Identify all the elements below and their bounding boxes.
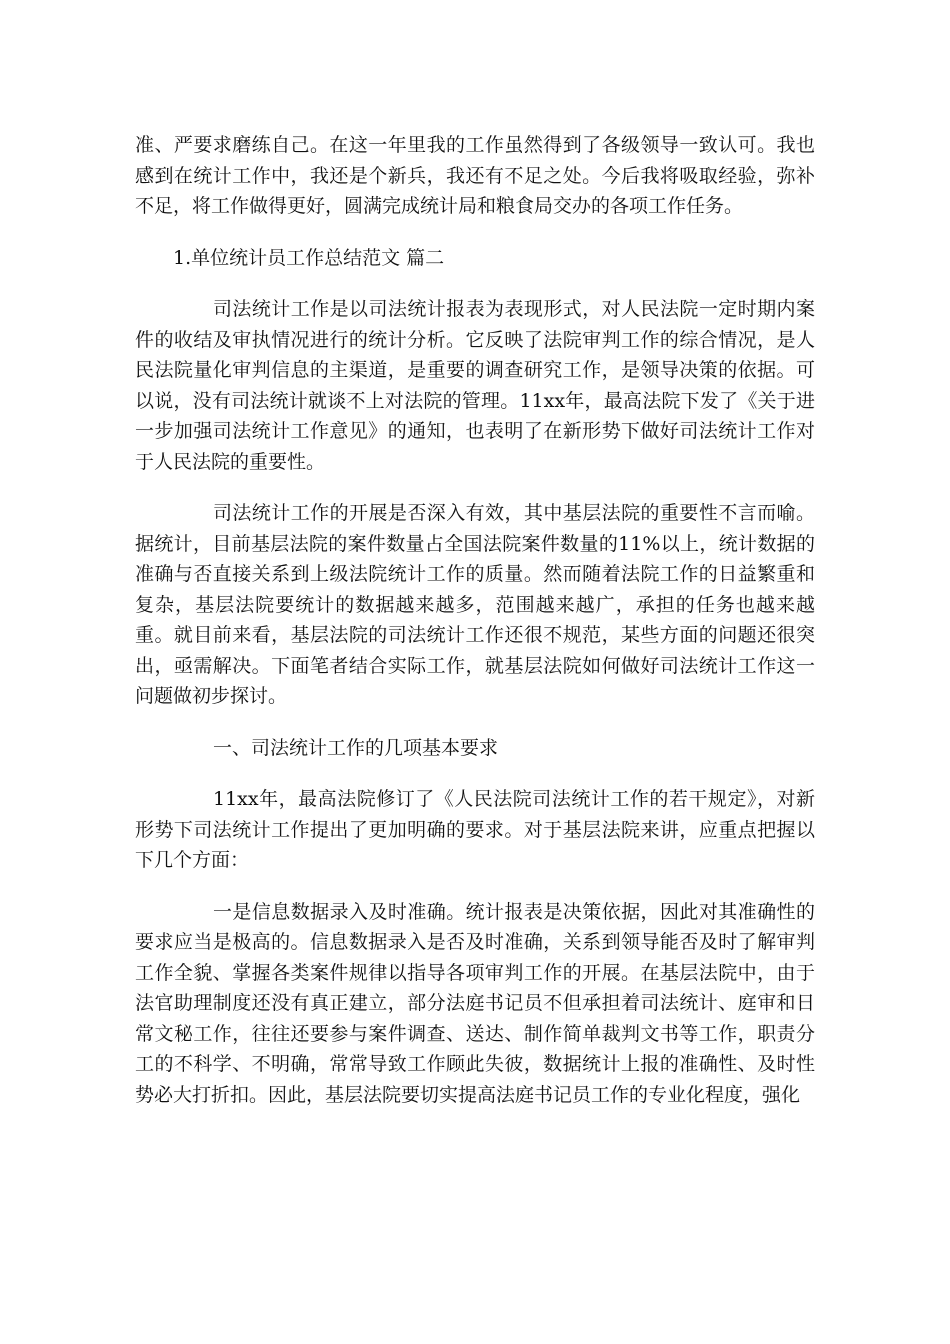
paragraph-basic-court: 司法统计工作的开展是否深入有效，其中基层法院的重要性不言而喻。据统计，目前基层法院的案件数量占全国法院案件数量的11%以上，统计数据的准确与否直接关系到上级法院统计工作的质量。然而随着法院工作的日益繁重和复杂，基层法院要统计的数据越来越多，范围越来越广，承担的任务也越来越重。就目前来看，基层法院的司法统计工作还很不规范，某些方面的问题还很突出，亟需解决。下面笔者结合实际工作，就基层法院如何做好司法统计工作这一问题做初步探讨。 [135,502,815,707]
section-title: 1.单位统计员工作总结范文 篇二 [173,246,445,269]
paragraph-intro: 司法统计工作是以司法统计报表为表现形式，对人民法院一定时期内案件的收结及审执情况进行的统计分析。它反映了法院审判工作的综合情况，是人民法院量化审判信息的主渠道，是重要的调查研究工作，是领导决策的依据。可以说，没有司法统计就谈不上对法院的管理。11xx年，最高法院下发了《关于进一步加强司法统计工作意见》的通知，也表明了在新形势下做好司法统计工作对于人民法院的重要性。 [135,298,815,473]
document-body [135,130,815,1131]
paragraph-point-one: 一是信息数据录入及时准确。统计报表是决策依据，因此对其准确性的要求应当是极高的。信息数据录入是否及时准确，关系到领导能否及时了解审判工作全貌、掌握各类案件规律以指导各项审判工作的开展。在基层法院中，由于法官助理制度还没有真正建立，部分法庭书记员不但承担着司法统计、庭审和日常文秘工作，往往还要参与案件调查、送达、制作简单裁判文书等工作，职责分工的不科学、不明确，常常导致工作顾此失彼，数据统计上报的准确性、及时性势必大打折扣。因此，基层法院要切实提高法庭书记员工作的专业化程度，强化 [135,900,815,1106]
subheading-basic-requirements: 一、司法统计工作的几项基本要求 [213,736,499,759]
paragraph-regulation: 11xx年，最高法院修订了《人民法院司法统计工作的若干规定》，对新形势下司法统计工作提出了更加明确的要求。对于基层法院来讲，应重点把握以下几个方面： [135,788,815,871]
paragraph-continuation: 准、严要求磨练自己。在这一年里我的工作虽然得到了各级领导一致认可。我也感到在统计工作中，我还是个新兵，我还有不足之处。今后我将吸取经验，弥补不足，将工作做得更好，圆满完成统计局和粮食局交办的各项工作任务。 [135,134,815,217]
